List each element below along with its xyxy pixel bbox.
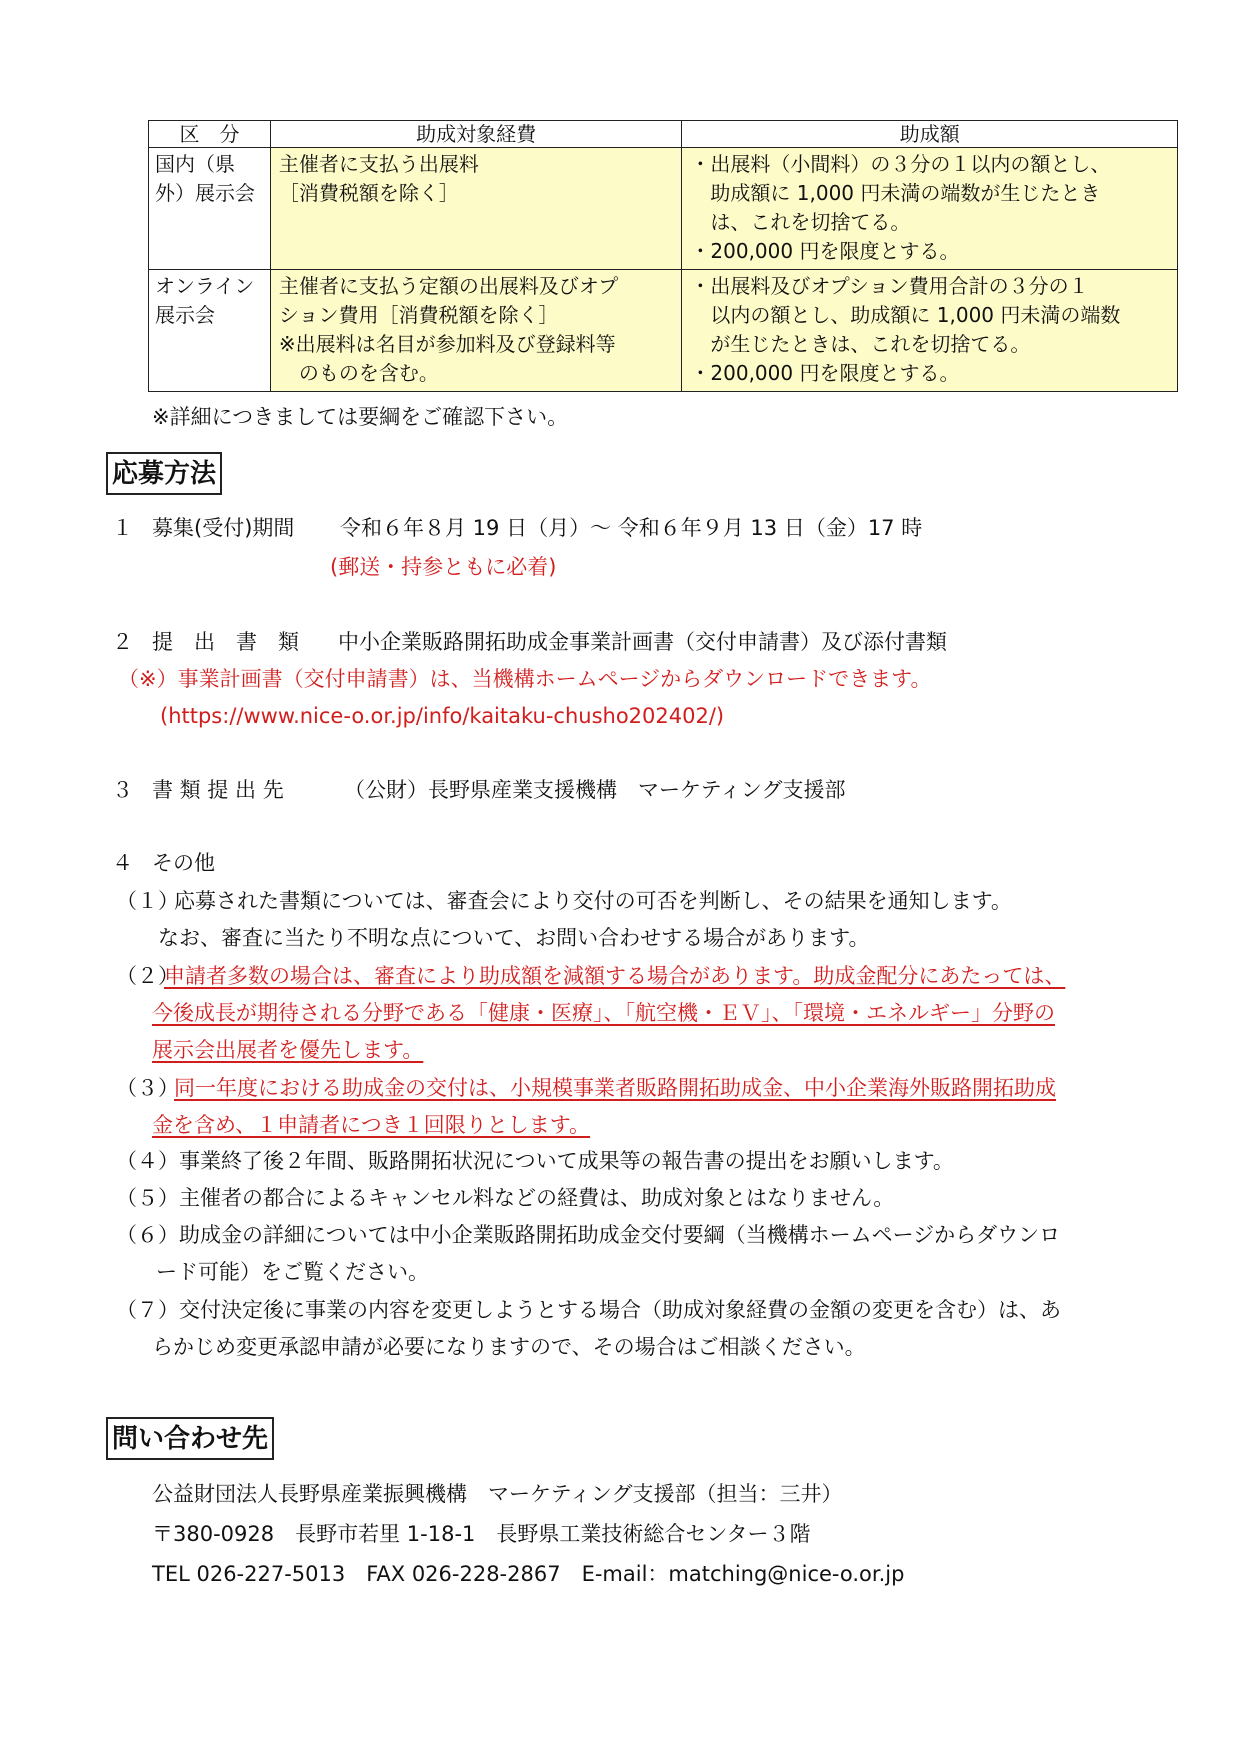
apply-heading: 応募方法 [106,452,222,495]
item4-p6-line2: ード可能）をご覧ください。 [156,1260,429,1284]
table-header-grant: 助成額 [682,121,1178,148]
item4-num: ４ [112,851,133,875]
item2-url: (https://www.nice-o.or.jp/info/kaitaku-chusho202402/) [160,704,725,728]
item4-p2-line2: 今後成長が期待される分野である「健康・医療」、「航空機・ＥＶ」、「環境・エネルギー」分野の [152,1001,1055,1025]
table-cell-category: オンライン 展示会 [149,270,271,392]
item1-label: 募集(受付)期間 [152,516,295,540]
contact-address: 〒380-0928 長野市若里 1-18-1 長野県工業技術総合センター３階 [152,1522,811,1546]
table-row [149,270,1178,392]
item3-value: （公財）長野県産業支援機構 マーケティング支援部 [344,778,846,802]
item4-p7-line2: らかじめ変更承認申請が必要になりますので、その場合はご相談ください。 [152,1335,866,1359]
item4-label: その他 [152,851,215,875]
table-cell-category: 国内（県 外）展示会 [149,148,271,270]
item4-p1-line1: 応募された書類については、審査会により交付の可否を判断し、その結果を通知します。 [174,889,1012,913]
item2-value: 中小企業販路開拓助成金事業計画書（交付申請書）及び添付書類 [338,630,947,654]
contact-heading: 問い合わせ先 [106,1417,274,1460]
item4-p6-line1: （６）助成金の詳細については中小企業販路開拓助成金交付要綱（当機構ホームページからダウンロ [116,1223,1061,1247]
table-note: ※詳細につきましては要綱をご確認下さい。 [152,405,569,429]
table-header-expenses: 助成対象経費 [270,121,682,148]
item4-p2-num: （２） [116,964,179,988]
item4-p2-line3: 展示会出展者を優先します。 [152,1038,424,1062]
item4-p4: （４）事業終了後２年間、販路開拓状況について成果等の報告書の提出をお願いします。 [116,1149,954,1173]
contact-tel: TEL 026-227-5013 FAX 026-228-2867 E-mail：matching@nice-o.or.jp [152,1562,905,1586]
item1-value: 令和６年８月 19 日（月）～ 令和６年９月 13 日（金）17 時 [340,516,923,540]
item2-num: ２ [112,630,133,654]
item4-p3-num: （３） [116,1076,179,1100]
item4-p5: （５）主催者の都合によるキャンセル料などの経費は、助成対象とはなりません。 [116,1186,895,1210]
item1-num: １ [112,516,133,540]
table-cell-grant: ・出展料（小間料）の３分の１以内の額とし、 助成額に 1,000 円未満の端数が生じたとき は、これを切捨てる。 ・200,000 円を限度とする。 [682,148,1178,270]
item4-p7-line1: （７）交付決定後に事業の内容を変更しようとする場合（助成対象経費の金額の変更を含む）は、あ [116,1298,1061,1322]
item1-sub: (郵送・持参ともに必着) [330,555,557,579]
grant-table [148,120,1178,392]
item3-label: 書 類 提 出 先 [152,778,284,802]
table-header-row [149,121,1178,148]
item4-p1-line2: なお、審査に当たり不明な点について、お問い合わせする場合があります。 [158,926,870,950]
item4-p3-line1: 同一年度における助成金の交付は、小規模事業者販路開拓助成金、中小企業海外販路開拓助成 [174,1076,1056,1100]
table-header-category: 区 分 [149,121,271,148]
item2-label: 提 出 書 類 [152,630,299,654]
item3-num: ３ [112,778,133,802]
item2-note: （※）事業計画書（交付申請書）は、当機構ホームページからダウンロードできます。 [118,667,932,691]
table-cell-expenses: 主催者に支払う出展料 ［消費税額を除く］ [270,148,682,270]
table-cell-expenses: 主催者に支払う定額の出展料及びオプ ション費用［消費税額を除く］ ※出展料は名目が参加料及び登録料等 のものを含む。 [270,270,682,392]
table-cell-grant: ・出展料及びオプション費用合計の３分の１ 以内の額とし、助成額に 1,000 円未満の端数 が生じたときは、これを切捨てる。 ・200,000 円を限度とする。 [682,270,1178,392]
item4-p1-num: （１） [116,889,179,913]
contact-org: 公益財団法人長野県産業振興機構 マーケティング支援部（担当：三井） [152,1482,843,1506]
table-row [149,148,1178,270]
item4-p3-line2: 金を含め、１申請者につき１回限りとします。 [152,1113,591,1137]
item4-p2-line1: 申請者多数の場合は、審査により助成額を減額する場合があります。助成金配分にあたっては、 [164,964,1066,988]
